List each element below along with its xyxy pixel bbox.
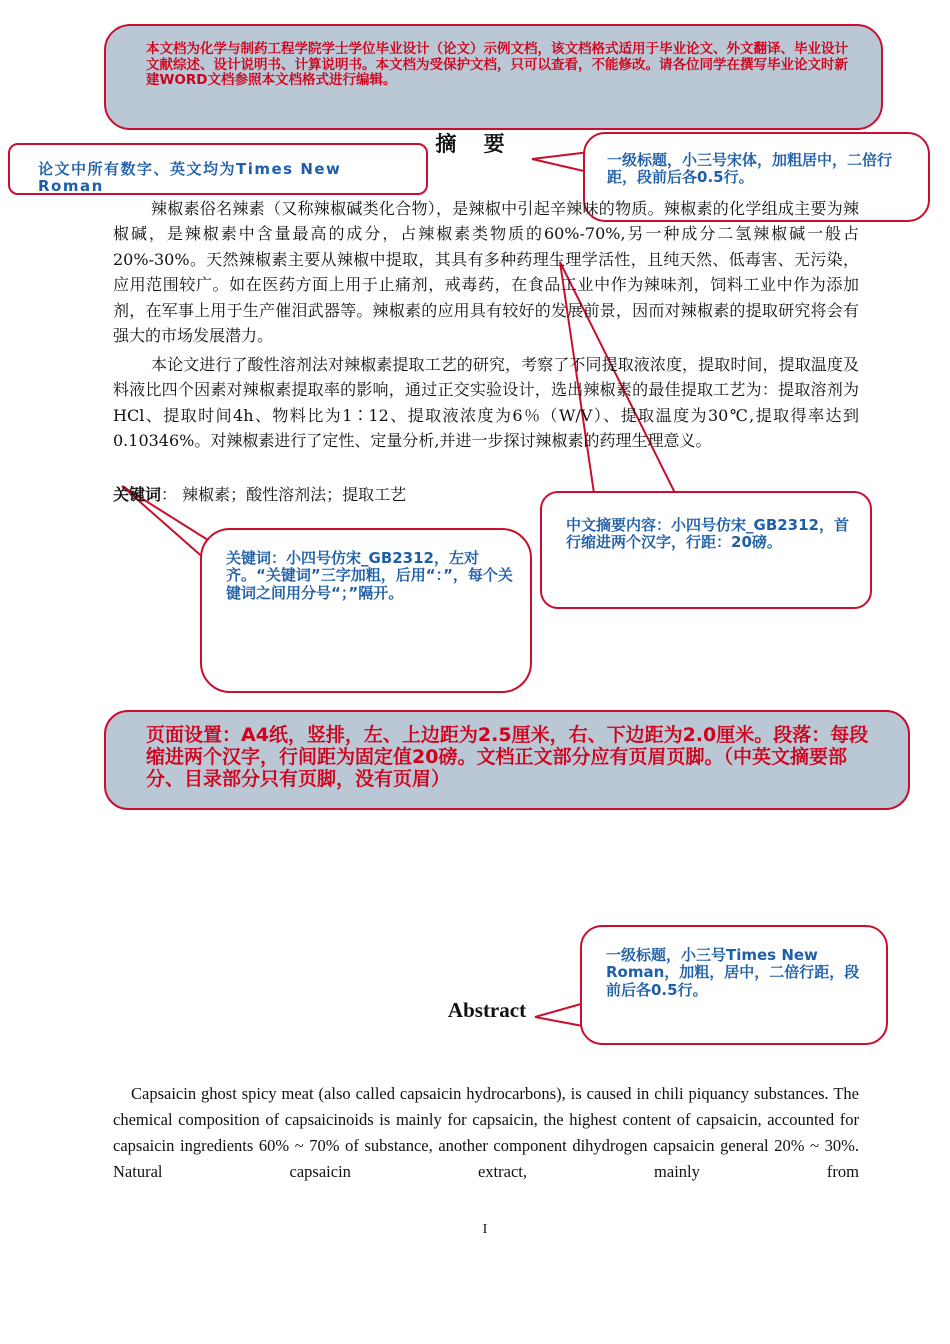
abstract-en-title: Abstract <box>447 998 527 1022</box>
abstract-en-para1 <box>113 1081 859 1185</box>
page-setup-text: 页面设置：A4纸，竖排，左、上边距为2.5厘米，右、下边距为2.0厘米。段落：每段缩进两个汉字，行间距为固定值20磅。文档正文部分应有页眉页脚。（中英文摘要部分、目录部分只有页脚，没有页眉） <box>146 724 869 791</box>
keywords-format-callout <box>200 528 532 693</box>
page-setup-callout <box>104 710 910 810</box>
heading1-zh-text: 一级标题，小三号宋体，加粗居中，二倍行距，段前后各0.5行。 <box>607 151 893 187</box>
page-number: I <box>482 1222 488 1237</box>
abstract-zh-title: 摘 要 <box>435 132 515 156</box>
abstract-content-callout <box>540 491 872 609</box>
abstract-en-para1-text: Capsaicin ghost spicy meat (also called capsaicin hydrocarbons), is caused in chili piquancy substances. The chemical composition of capsaicinoids is mainly for capsaicin, the highest content of capsaicin, accounted for capsaicin ingredients 60% ~ 70% of substance, another component dihydrogen capsaicin general 20% ~ 30%. Natural capsaicin extract, mainly from <box>113 1084 859 1181</box>
keywords-label: 关键词 <box>113 485 162 504</box>
abstract-zh-para2 <box>113 352 859 454</box>
top-notice-text: 本文档为化学与制药工程学院学士学位毕业设计（论文）示例文档，该文档格式适用于毕业论文、外文翻译、毕业设计文献综述、设计说明书、计算说明书。本文档为受保护文档，只可以查看，不能修改。请各位同学在撰写毕业论文时新建WORD文档参照本文档格式进行编辑。 <box>146 41 848 89</box>
abstract-content-text: 中文摘要内容：小四号仿宋_GB2312，首行缩进两个汉字，行距：20磅。 <box>566 516 849 552</box>
keywords-colon: ： <box>161 485 178 504</box>
abstract-zh-para1-text: 辣椒素俗名辣素（又称辣椒碱类化合物），是辣椒中引起辛辣味的物质。辣椒素的化学组成主要为辣椒碱，是辣椒素中含量最高的成分，占辣椒素类物质的60%-70%,另一种成分二氢辣椒碱一般占20%-30%。天然辣椒素主要从辣椒中提取，其具有多种药理生理学活性，且纯天然、低毒害、无污染，应用范围较广。如在医药方面上用于止痛剂，戒毒药，在食品工业中作为辣味剂，饲料工业中作为添加剂，在军事上用于生产催泪武器等。辣椒素的应用具有较好的发展前景，因而对辣椒素的提取研究将会有强大的市场发展潜力。 <box>113 199 859 346</box>
heading1-en-text: 一级标题，小三号Times New Roman，加粗，居中，二倍行距，段前后各0.5行。 <box>606 946 860 999</box>
abstract-zh-para2-text: 本论文进行了酸性溶剂法对辣椒素提取工艺的研究，考察了不同提取液浓度，提取时间，提取温度及料液比四个因素对辣椒素提取率的影响，通过正交实验设计，选出辣椒素的最佳提取工艺为：提取溶剂为HCl、提取时间4h、物料比为1∶12、提取液浓度为6％（W/V）、提取温度为30℃,提取得率达到0.10346%。对辣椒素进行了定性、定量分析,并进一步探讨辣椒素的药理生理意义。 <box>113 355 859 451</box>
keywords-format-text: 关键词：小四号仿宋_GB2312，左对齐。“关键词”三字加粗，后用“：”，每个关键词之间用分号“；”隔开。 <box>226 549 513 602</box>
top-notice-callout <box>104 24 883 130</box>
times-font-callout <box>8 143 428 195</box>
keywords-list: 辣椒素；酸性溶剂法；提取工艺 <box>182 485 407 504</box>
times-font-text: 论文中所有数字、英文均为Times New Roman <box>38 160 342 196</box>
abstract-zh-para1 <box>113 196 859 348</box>
heading1-en-callout <box>580 925 888 1045</box>
